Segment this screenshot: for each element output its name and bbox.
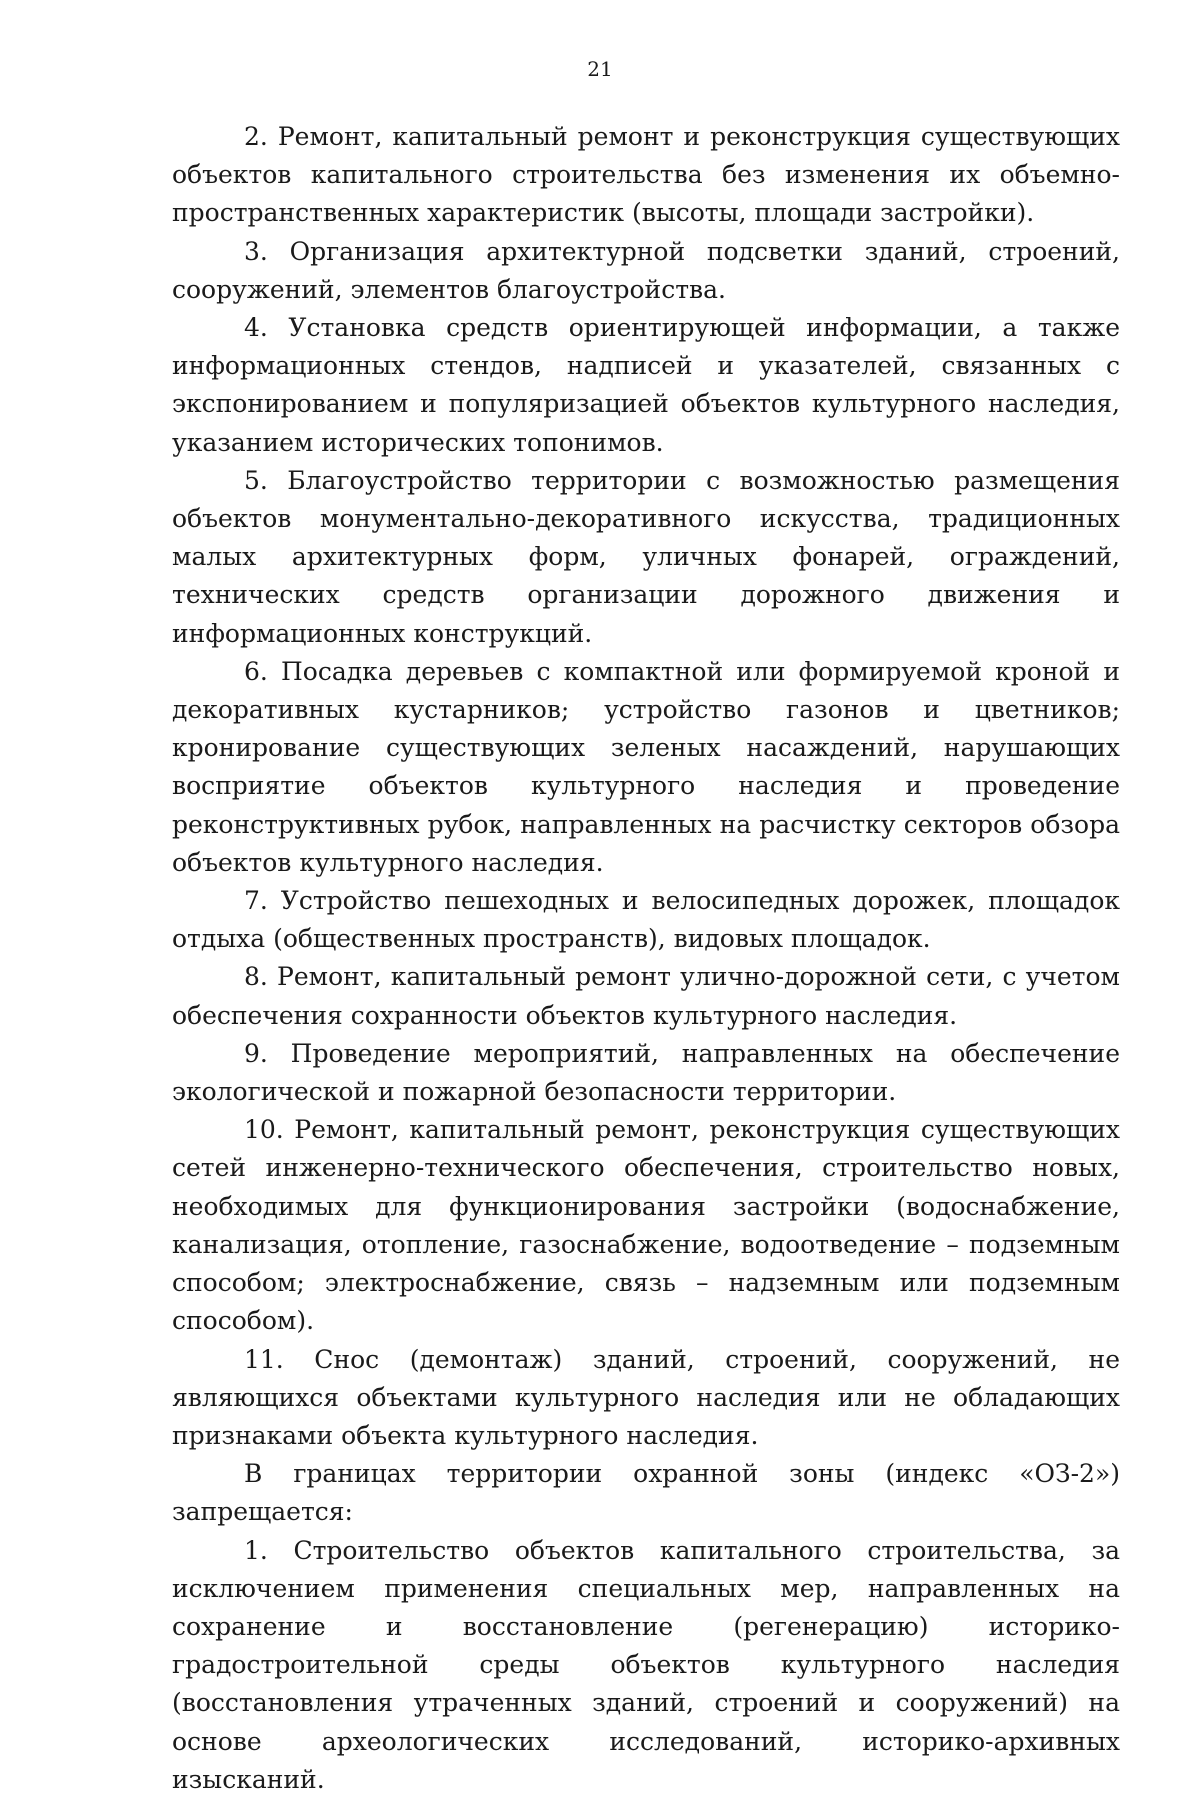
paragraph-item-8: 8. Ремонт, капитальный ремонт улично-дорожной сети, с учетом обеспечения сохранности объектов культурного наследия. [172, 962, 1120, 1030]
page-number: 21 [587, 57, 613, 81]
document-body [172, 118, 1120, 1799]
section-heading-oz2-prohibitions: В границах территории охранной зоны (индекс «ОЗ-2») запрещается: [172, 1459, 1120, 1527]
paragraph-item-6: 6. Посадка деревьев с компактной или формируемой кроной и декоративных кустарников; устройство газонов и цветников; кронирование существующих зеленых насаждений, нарушающих восприятие объектов культурного наследия и проведение реконструктивных рубок, направленных на расчистку секторов обзора объектов культурного наследия. [172, 656, 1120, 877]
paragraph-item-10: 10. Ремонт, капитальный ремонт, реконструкция существующих сетей инженерно-технического обеспечения, строительство новых, необходимых для функционирования застройки (водоснабжение, канализация, отопление, газоснабжение, водоотведение – подземным способом; электроснабжение, связь – надземным или подземным способом). [172, 1115, 1120, 1336]
paragraph-item-4: 4. Установка средств ориентирующей информации, а также информационных стендов, надписей и указателей, связанных с экспонированием и популяризацией объектов культурного наследия, указанием исторических топонимов. [172, 313, 1120, 457]
paragraph-item-5: 5. Благоустройство территории с возможностью размещения объектов монументально-декоративного искусства, традиционных малых архитектурных форм, уличных фонарей, ограждений, технических средств организации дорожного движения и информационных конструкций. [172, 465, 1120, 648]
paragraph-item-3: 3. Организация архитектурной подсветки зданий, строений, сооружений, элементов благоустройства. [172, 236, 1120, 304]
prohibition-item-1: 1. Строительство объектов капитального строительства, за исключением применения специальных мер, направленных на сохранение и восстановление (регенерацию) историко-градостроительной среды объектов культурного наследия (восстановления утраченных зданий, строений и сооружений) на основе археологических исследований, историко-архивных изысканий. [172, 1535, 1120, 1794]
paragraph-item-11: 11. Снос (демонтаж) зданий, строений, сооружений, не являющихся объектами культурного наследия или не обладающих признаками объекта культурного наследия. [172, 1344, 1120, 1450]
paragraph-item-7: 7. Устройство пешеходных и велосипедных дорожек, площадок отдыха (общественных пространств), видовых площадок. [172, 886, 1120, 954]
paragraph-item-2: 2. Ремонт, капитальный ремонт и реконструкция существующих объектов капитального строительства без изменения их объемно-пространственных характеристик (высоты, площади застройки). [172, 122, 1120, 228]
paragraph-item-9: 9. Проведение мероприятий, направленных на обеспечение экологической и пожарной безопасности территории. [172, 1038, 1120, 1107]
